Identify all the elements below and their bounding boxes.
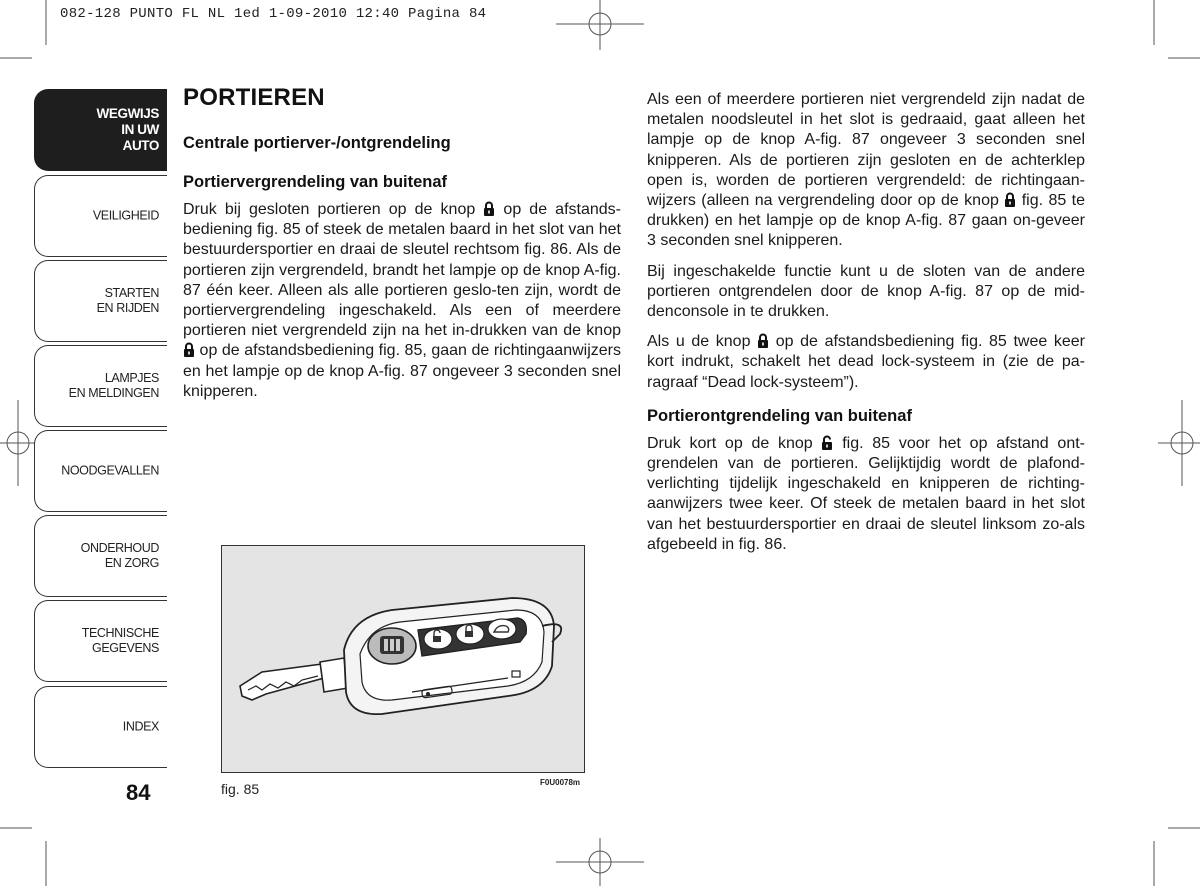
tab-label: ONDERHOUD EN ZORG [80, 541, 159, 570]
tab-lampjes-en-meldingen[interactable] [34, 345, 167, 427]
subtitle: Centrale portierver-/ontgrendeling [183, 134, 451, 152]
tab-starten-en-rijden[interactable] [34, 260, 167, 342]
key-fob-illustration [222, 546, 583, 771]
section-heading-unlocking: Portierontgrendeling van buitenaf [647, 406, 912, 425]
paragraph-locking: Druk bij gesloten portieren op de knop op de afstands-bediening fig. 85 of steek de metalen baard in het slot van het bestuurdersportier en draai de sleutel rechtsom fig. 86. Als de portieren zijn vergrendeld, brandt het lampje op de knop A-fig. 87 één keer. Alleen als alle portieren geslo-ten zijn, wordt de portiervergrendeling ingeschakeld. Als een of meerdere portieren niet vergrendeld zijn na het in-drukken van de knop op de afstandsbediening fig. 85, gaan de richtingaanwijzers en het lampje op de knop A-fig. 87 ongeveer 3 seconden snel knipperen. [183, 201, 621, 400]
tab-veiligheid[interactable] [34, 175, 167, 257]
tab-label: STARTEN EN RIJDEN [96, 286, 159, 315]
tab-label: INDEX [122, 719, 159, 734]
lock-closed-icon [1004, 192, 1016, 207]
figure-caption: fig. 85 [221, 781, 260, 797]
right-column [647, 90, 1085, 565]
figure-code: F0U0078m [540, 778, 581, 787]
lock-open-icon [821, 435, 833, 450]
tab-technische-gegevens[interactable] [34, 600, 167, 682]
tab-index[interactable] [34, 686, 167, 768]
tab-label: TECHNISCHE GEGEVENS [81, 626, 159, 655]
figure-key-fob [221, 545, 585, 773]
print-header: 082-128 PUNTO FL NL 1ed 1-09-2010 12:40 Pagina 84 [60, 6, 487, 22]
section-heading-locking: Portiervergrendeling van buitenaf [183, 173, 448, 191]
tab-label: WEGWIJS IN UW AUTO [96, 106, 159, 153]
tab-wegwijs-in-uw-auto[interactable] [34, 89, 167, 171]
tab-noodgevallen[interactable] [34, 430, 167, 512]
paragraph-dead-lock: Als u de knop op de afstandsbediening fig. 85 twee keer kort indrukt, schakelt het dead lock-systeem in (zie de pa-ragraaf “Dead lock-systeem”). [647, 333, 1085, 391]
lock-closed-icon [757, 333, 769, 348]
paragraph-middenconsole: Bij ingeschakelde functie kunt u de sloten van de andere portieren ontgrendelen door de knop A-fig. 87 op de mid-denconsole in te drukken. [647, 262, 1085, 321]
left-column [183, 84, 621, 412]
tab-label: NOODGEVALLEN [61, 463, 159, 478]
page-number: 84 [126, 780, 151, 805]
paragraph-noodsleutel: Als een of meerdere portieren niet vergrendeld zijn nadat de metalen noodsleutel in het slot is gedraaid, gaat alleen het lampje op de knop A-fig. 87 ongeveer 3 seconden snel knipperen. Als de portieren zijn gesloten en de achterklep open is, worden de portieren vergrendeld: de richtingaan-wijzers (alleen na vergrendeling door op de knop fig. 85 te drukken) en het lampje op de knop A-fig. 87 gaan on-geveer 3 seconden snel knipperen. [647, 91, 1085, 250]
tab-label: VEILIGHEID [92, 208, 159, 223]
tab-label: LAMPJES EN MELDINGEN [68, 371, 159, 400]
tab-onderhoud-en-zorg[interactable] [34, 515, 167, 597]
page-title: PORTIEREN [183, 84, 325, 111]
paragraph-unlocking: Druk kort op de knop fig. 85 voor het op afstand ont-grendelen van de portieren. Gelijktijdig wordt de plafond-verlichting tijdelijk ingeschakeld en knipperen de richting-aanwijzers twee keer. Of steek de metalen baard in het slot van het bestuurdersportier en draai de sleutel linksom zo-als afgebeeld in fig. 86. [647, 434, 1085, 553]
lock-closed-icon [483, 201, 495, 216]
lock-closed-icon [183, 342, 195, 357]
